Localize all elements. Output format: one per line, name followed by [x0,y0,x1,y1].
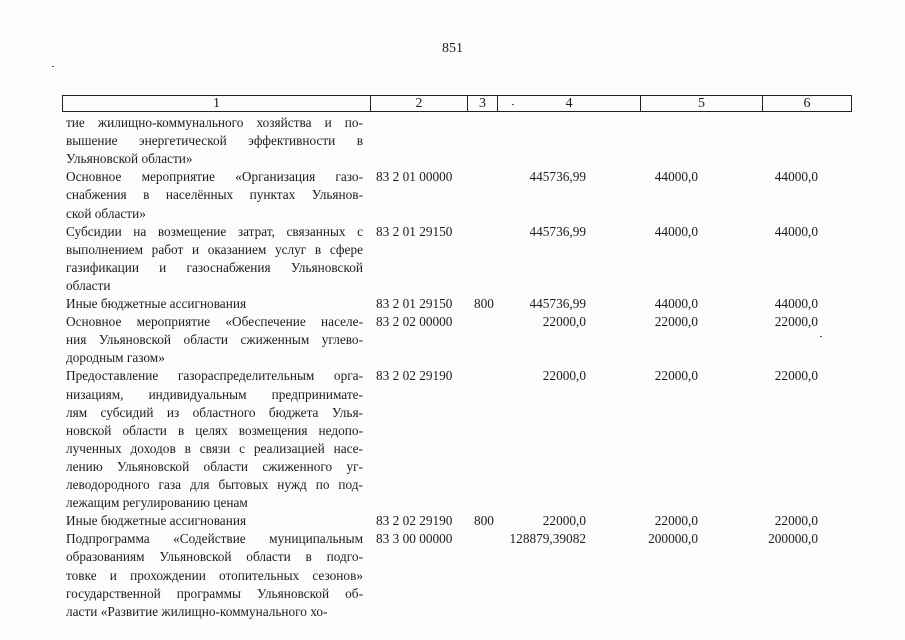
row-value-col6: 22000,0 [774,314,818,330]
column-header-3: 3 [468,96,498,111]
row-code: 83 2 01 29150 [376,296,453,311]
row-value-col6: 44000,0 [774,296,818,311]
row-text-line: области [66,277,111,293]
row-text-line: новской области в целях возмещения недопо- [66,422,363,438]
row-value-col4: 128879,39082 [509,531,586,547]
row-value-col6: 22000,0 [774,513,818,529]
row-text-line: ской области» [66,205,146,221]
row-text-line: Ульяновской области» [66,151,193,167]
row-value-col4: 445736,99 [529,169,586,185]
row-text-line: тие жилищно-коммунального хозяйства и по- [66,115,363,130]
row-value-col5: 44000,0 [654,296,698,311]
scan-speck [52,66,54,67]
column-header-1: 1 [63,96,371,111]
row-text-line: выполнением работ и оказанием услуг в сфере [66,241,363,257]
row-text-line: Подпрограмма «Содействие муниципальным [66,531,363,547]
row-text-line: лежащим регулированию ценам [66,495,248,511]
row-code: 83 2 02 29190 [376,513,453,529]
row-value-col5: 44000,0 [654,169,698,185]
scan-speck [820,336,822,337]
row-expense-type: 800 [474,513,494,529]
row-text-line: Субсидии на возмещение затрат, связанных с [66,223,363,239]
row-value-col5: 200000,0 [648,531,698,547]
row-text-line: леводородного газа для бытовых нужд по под- [66,477,363,492]
row-value-col4: 445736,99 [529,296,586,311]
row-text-line: лению Ульяновской области сжиженного уг- [66,458,363,474]
row-text-line: Основное мероприятие «Обеспечение населе- [66,314,363,330]
column-header-2: 2 [371,96,468,111]
row-text-line: Иные бюджетные ассигнования [66,513,247,529]
row-text-line: государственной программы Ульяновской об- [66,585,363,601]
row-text-line: образованиям Ульяновской области в подго- [66,549,363,565]
table-column-header [62,95,852,112]
row-value-col5: 22000,0 [654,314,698,330]
row-code: 83 2 01 00000 [376,169,453,185]
row-value-col5: 44000,0 [654,223,698,239]
row-value-col6: 44000,0 [774,169,818,185]
column-header-4: 4 [498,96,641,111]
row-value-col4: 22000,0 [542,368,586,384]
row-value-col5: 22000,0 [654,368,698,384]
row-text-line: товке и прохождении отопительных сезонов» [66,567,363,583]
row-text-line: Основное мероприятие «Организация газо- [66,169,363,185]
row-value-col5: 22000,0 [654,513,698,529]
row-expense-type: 800 [474,296,494,311]
row-value-col4: 445736,99 [529,223,586,239]
row-value-col4: 22000,0 [542,513,586,529]
row-code: 83 3 00 00000 [376,531,453,547]
row-text-line: газификации и газоснабжения Ульяновской [66,259,363,275]
row-value-col6: 200000,0 [768,531,818,547]
row-text-line: лям субсидий из областного бюджета Улья- [66,404,363,420]
column-header-5: 5 [641,96,763,111]
row-text-line: Иные бюджетные ассигнования [66,296,247,311]
row-code: 83 2 02 00000 [376,314,453,330]
row-text-line: снабжения в населённых пунктах Ульянов- [66,187,363,203]
row-value-col6: 44000,0 [774,223,818,239]
row-code: 83 2 02 29190 [376,368,453,384]
row-text-line: дородным газом» [66,350,165,366]
row-code: 83 2 01 29150 [376,223,453,239]
row-text-line: ния Ульяновской области сжиженным углево- [66,332,363,348]
scan-speck [512,104,514,105]
page-number: 851 [442,41,463,56]
row-text-line: ласти «Развитие жилищно-коммунального хо- [66,603,328,619]
row-text-line: низациям, индивидуальным предпринимате- [66,386,363,402]
row-text-line: Предоставление газораспределительным орга- [66,368,363,384]
row-value-col4: 22000,0 [542,314,586,330]
column-header-6: 6 [803,96,811,111]
row-text-line: лученных доходов в связи с реализацией насе- [66,440,363,456]
row-text-line: вышение энергетической эффективности в [66,133,363,149]
row-value-col6: 22000,0 [774,368,818,384]
